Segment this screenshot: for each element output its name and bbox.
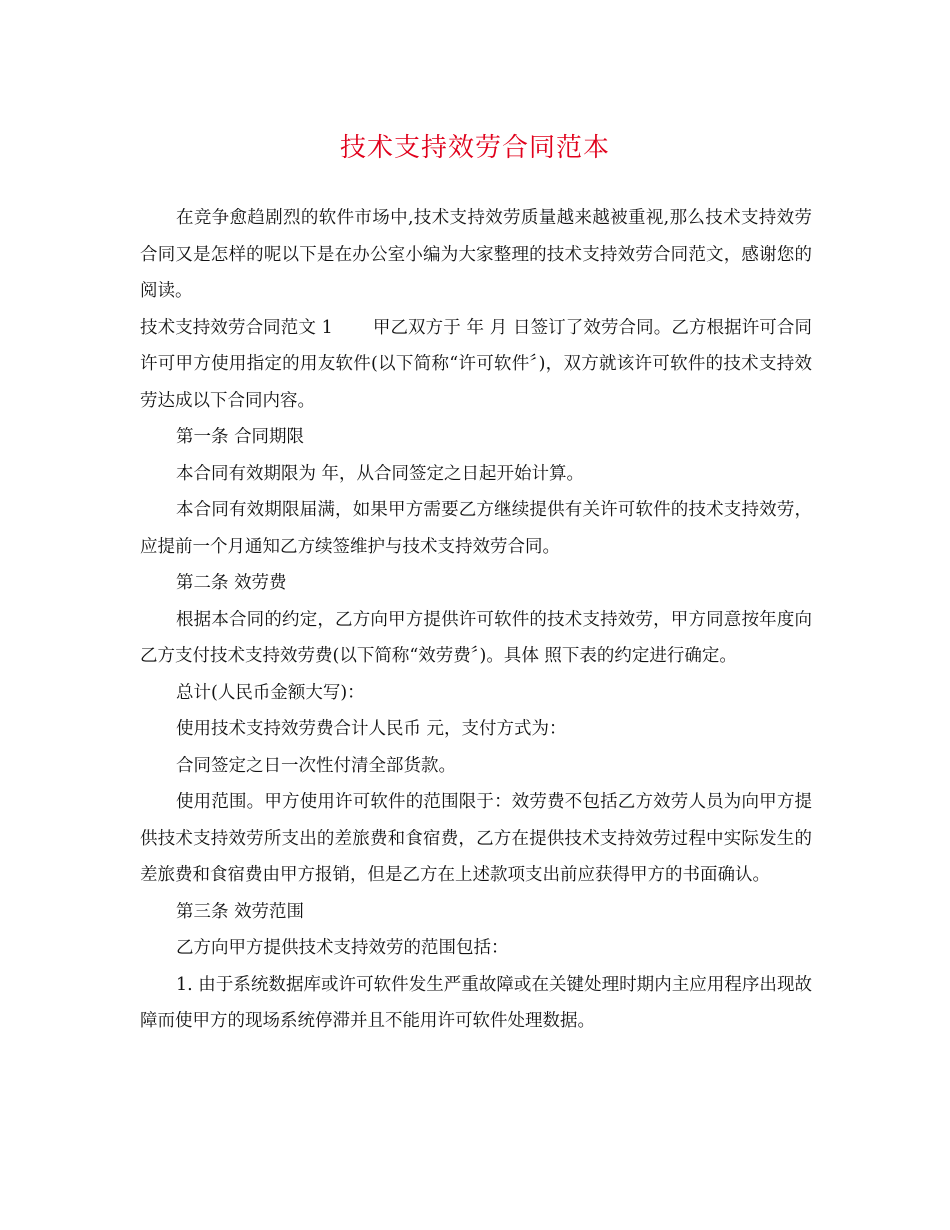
article-three-heading: 第三条 效劳范围 — [176, 901, 305, 922]
fee-paragraph: 根据本合同的约定，乙方向甲方提供许可软件的技术支持效劳，甲方同意按年度向乙方支付技术支持效劳费(以下简称“效劳费〞)。具体 照下表的约定进行确定。 — [140, 609, 812, 666]
total-paragraph: 总计(人民币金额大写)： — [176, 682, 365, 703]
sample-one-text: 甲乙双方于 年 月 日签订了效劳合同。乙方根据许可合同许可甲方使用指定的用友软件(以下简称“许可软件〞)，双方就该许可软件的技术支持效劳达成以下合同内容。 — [140, 317, 813, 411]
renewal-paragraph: 本合同有效期限届满，如果甲方需要乙方继续提供有关许可软件的技术支持效劳，应提前一个月通知乙方续签维护与技术支持效劳合同。 — [140, 500, 812, 557]
article-two-heading: 第二条 效劳费 — [176, 573, 287, 593]
service-scope-paragraph: 乙方向甲方提供技术支持效劳的范围包括： — [176, 938, 509, 958]
term-paragraph: 本合同有效期限为 年，从合同签定之日起开始计算。 — [176, 463, 585, 484]
article-one-heading: 第一条 合同期限 — [176, 427, 305, 447]
intro-paragraph: 在竞争愈趋剧烈的软件市场中,技术支持效劳质量越来越被重视,那么技术支持效劳合同又是怎样的呢以下是在办公室小编为大家整理的技术支持效劳合同范文，感谢您的阅读。 — [140, 208, 812, 301]
document-title: 技术支持效劳合同范本 — [339, 133, 610, 163]
document-body — [140, 200, 812, 1040]
sample-one-paragraph — [140, 310, 812, 420]
scope-of-use-paragraph: 使用范围。甲方使用许可软件的范围限于：效劳费不包括乙方效劳人员为向甲方提供技术支持效劳所支出的差旅费和食宿费，乙方在提供技术支持效劳过程中实际发生的差旅费和食宿费由甲方报销，但是乙方在上述款项支出前应获得甲方的书面确认。 — [140, 792, 812, 885]
payment-paragraph: 使用技术支持效劳费合计人民币 元，支付方式为： — [176, 719, 567, 739]
item-one-paragraph: 1. 由于系统数据库或许可软件发生严重故障或在关键处理时期内主应用程序出现故障而使甲方的现场系统停滞并且不能用许可软件处理数据。 — [140, 974, 812, 1031]
sample-one-heading: 技术支持效劳合同范文 1 — [140, 317, 333, 338]
lump-sum-paragraph: 合同签定之日一次性付清全部货款。 — [176, 755, 456, 776]
